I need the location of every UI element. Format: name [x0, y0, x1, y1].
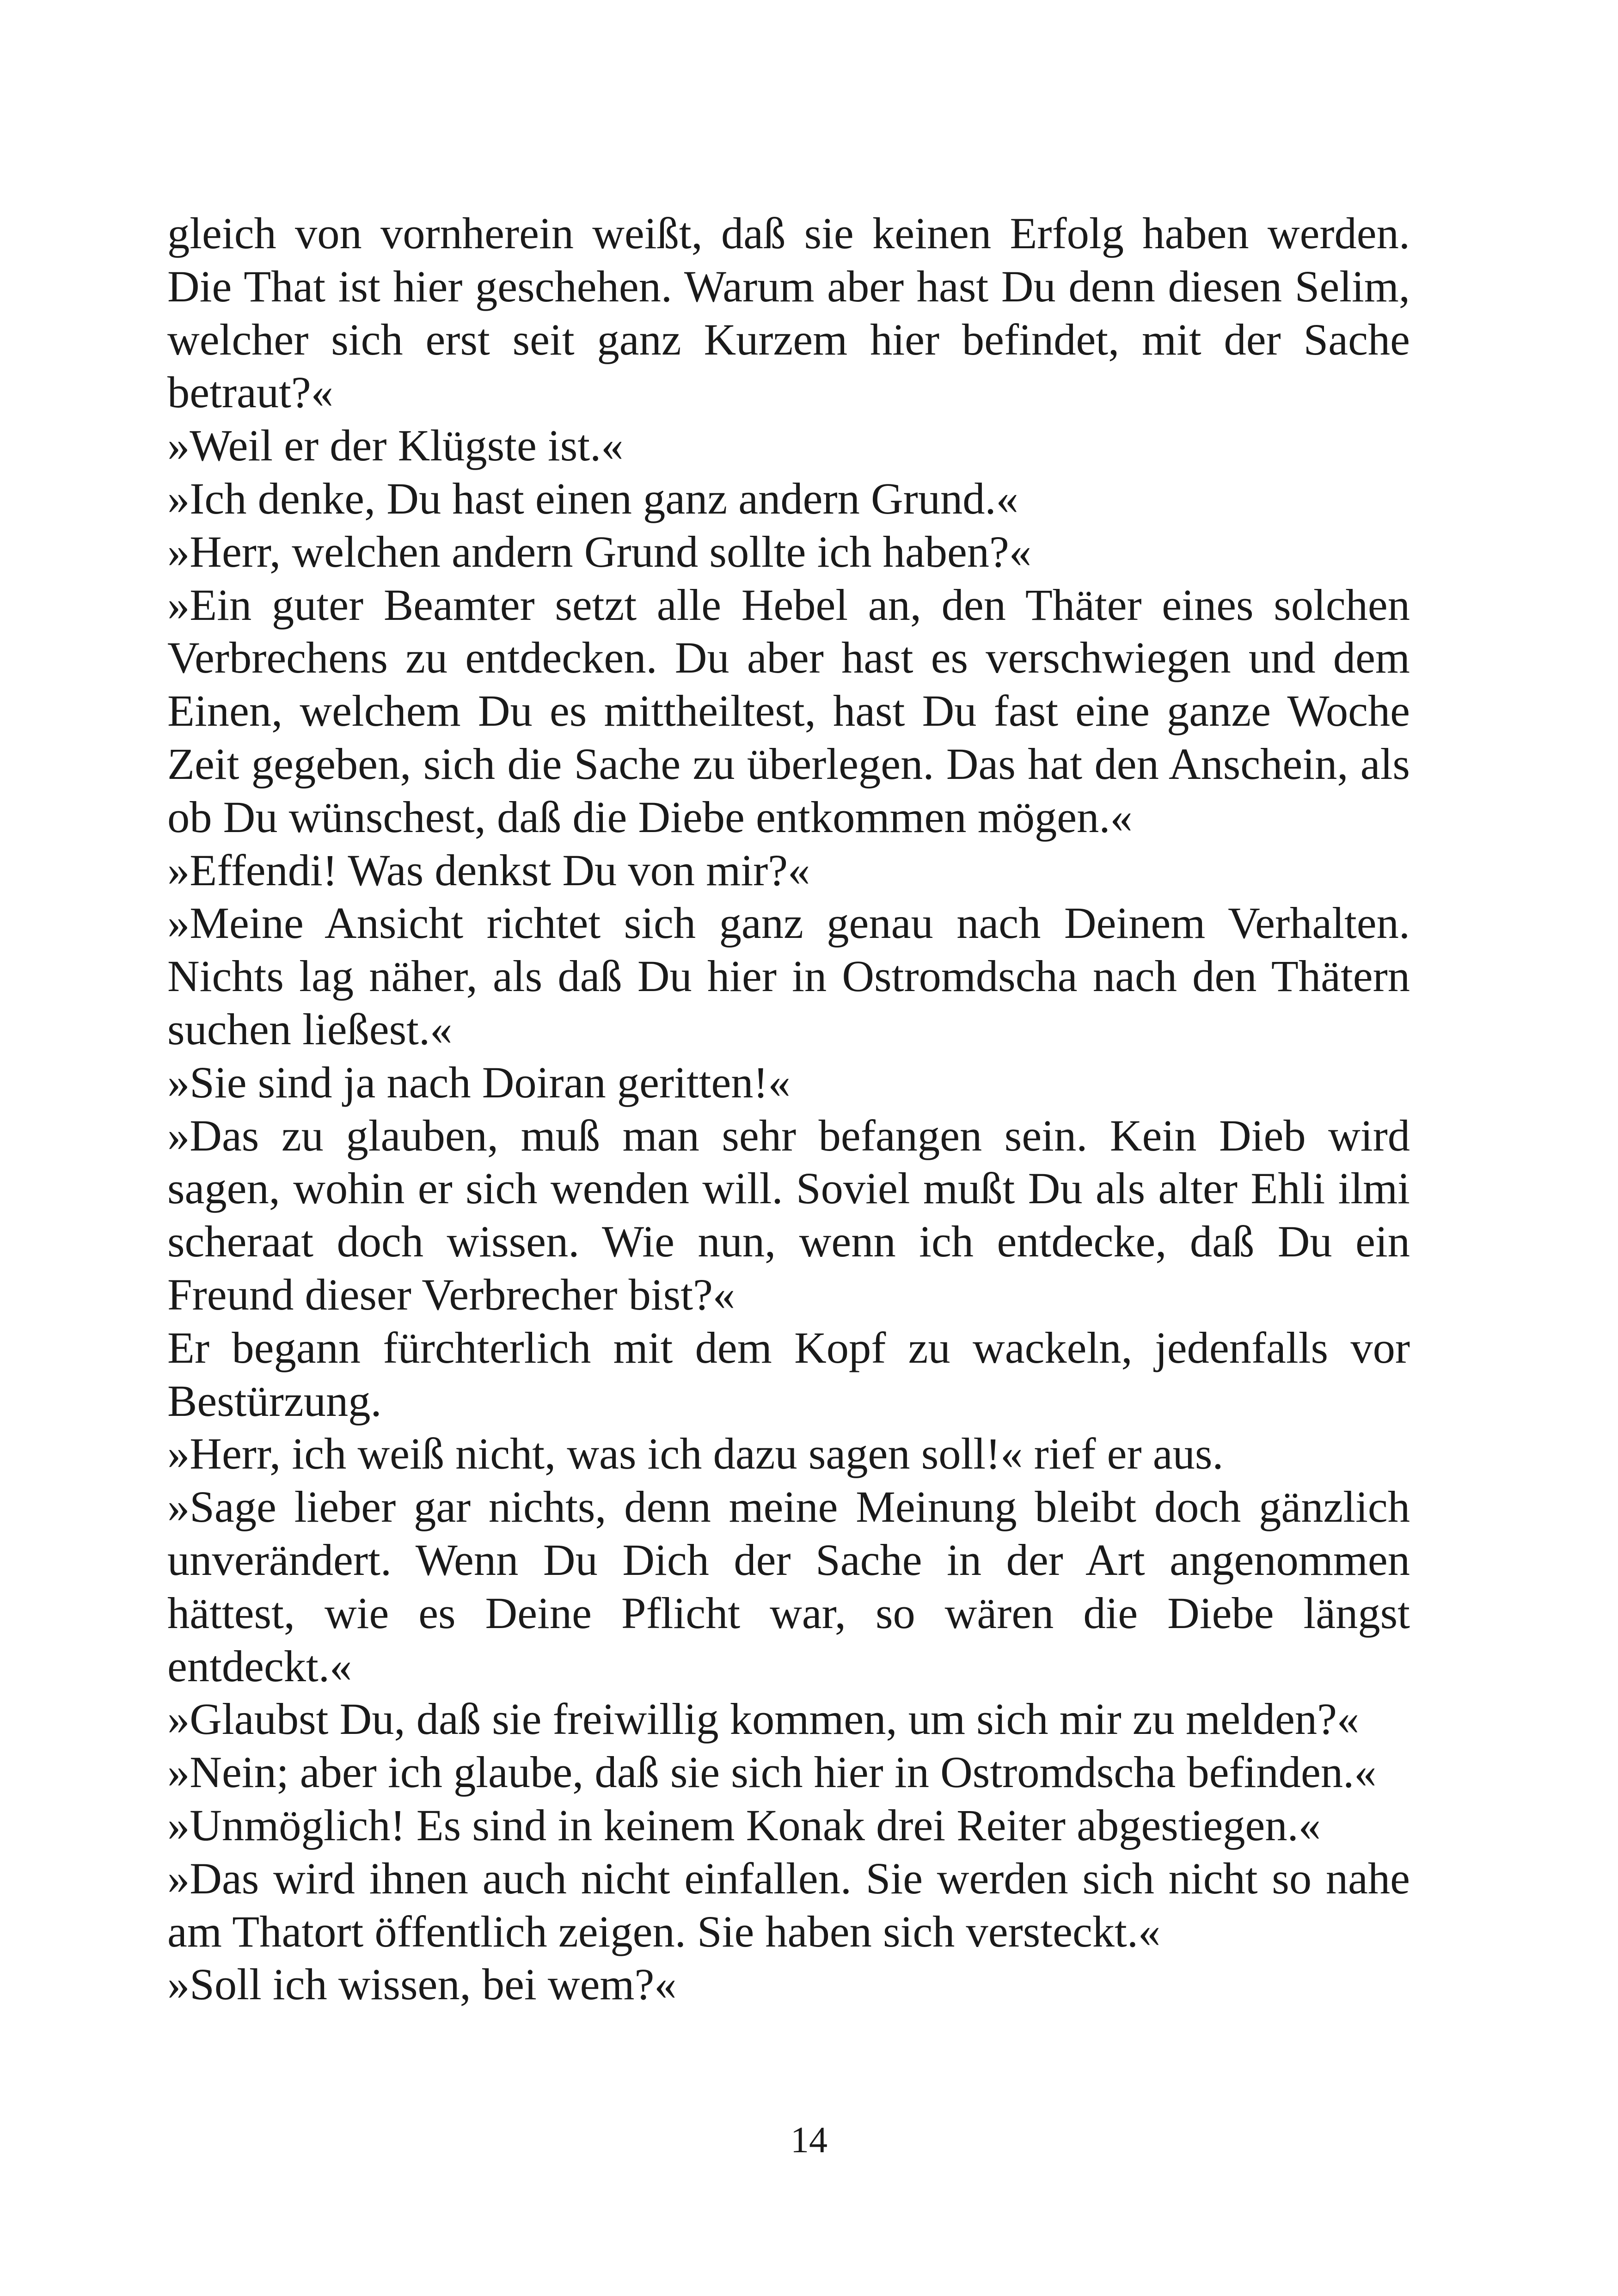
body-text — [167, 207, 1410, 2011]
paragraph: »Effendi! Was denkst Du von mir?« — [167, 845, 810, 895]
paragraph: »Das wird ihnen auch nicht einfallen. Sie werden sich nicht so nahe am Thatort öffentlich zeigen. Sie haben sich versteckt.« — [167, 1853, 1410, 1956]
paragraph: »Meine Ansicht richtet sich ganz genau nach Deinem Verhalten. Nichts lag näher, als daß Du hier in Ostromdscha nach den Thätern suchen ließest.« — [167, 898, 1410, 1054]
paragraph: »Herr, welchen andern Grund sollte ich haben?« — [167, 527, 1032, 576]
page-number: 14 — [791, 2120, 827, 2161]
paragraph: »Das zu glauben, muß man sehr befangen sein. Kein Dieb wird sagen, wohin er sich wenden will. Soviel mußt Du als alter Ehli ilmi scheraat doch wissen. Wie nun, wenn ich entdecke, daß Du ein Freund dieser Verbrecher bist?« — [167, 1110, 1410, 1319]
paragraph: »Sie sind ja nach Doiran geritten!« — [167, 1057, 791, 1107]
paragraph: »Soll ich wissen, bei wem?« — [167, 1959, 677, 2009]
paragraph: »Sage lieber gar nichts, denn meine Meinung bleibt doch gänzlich unverändert. Wenn Du Dich der Sache in der Art angenommen hättest, wie es Deine Pflicht war, so wären die Diebe längst entdeckt.« — [167, 1482, 1410, 1691]
paragraph: »Glaubst Du, daß sie freiwillig kommen, um sich mir zu melden?« — [167, 1694, 1360, 1744]
paragraph: »Ich denke, Du hast einen ganz andern Grund.« — [167, 473, 1018, 523]
paragraph: gleich von vornherein weißt, daß sie keinen Erfolg haben werden. Die That ist hier geschehen. Warum aber hast Du denn diesen Selim, welcher sich erst seit ganz Kurzem hier befindet, mit der Sache betraut?« — [167, 208, 1410, 417]
paragraph: Er begann fürchterlich mit dem Kopf zu wackeln, jedenfalls vor Bestürzung. — [167, 1322, 1410, 1426]
paragraph: »Ein guter Beamter setzt alle Hebel an, den Thäter eines solchen Verbrechens zu entdecken. Du aber hast es verschwiegen und dem Einen, welchem Du es mittheiltest, hast Du fast eine ganze Woche Zeit gegeben, sich die Sache zu überlegen. Das hat den Anschein, als ob Du wünschest, daß die Diebe entkommen mögen.« — [167, 580, 1410, 842]
paragraph: »Unmöglich! Es sind in keinem Konak drei Reiter abgestiegen.« — [167, 1800, 1321, 1850]
paragraph: »Nein; aber ich glaube, daß sie sich hier in Ostromdscha befinden.« — [167, 1747, 1377, 1797]
paragraph: »Herr, ich weiß nicht, was ich dazu sagen soll!« rief er aus. — [167, 1429, 1224, 1479]
paragraph: »Weil er der Klügste ist.« — [167, 421, 624, 471]
